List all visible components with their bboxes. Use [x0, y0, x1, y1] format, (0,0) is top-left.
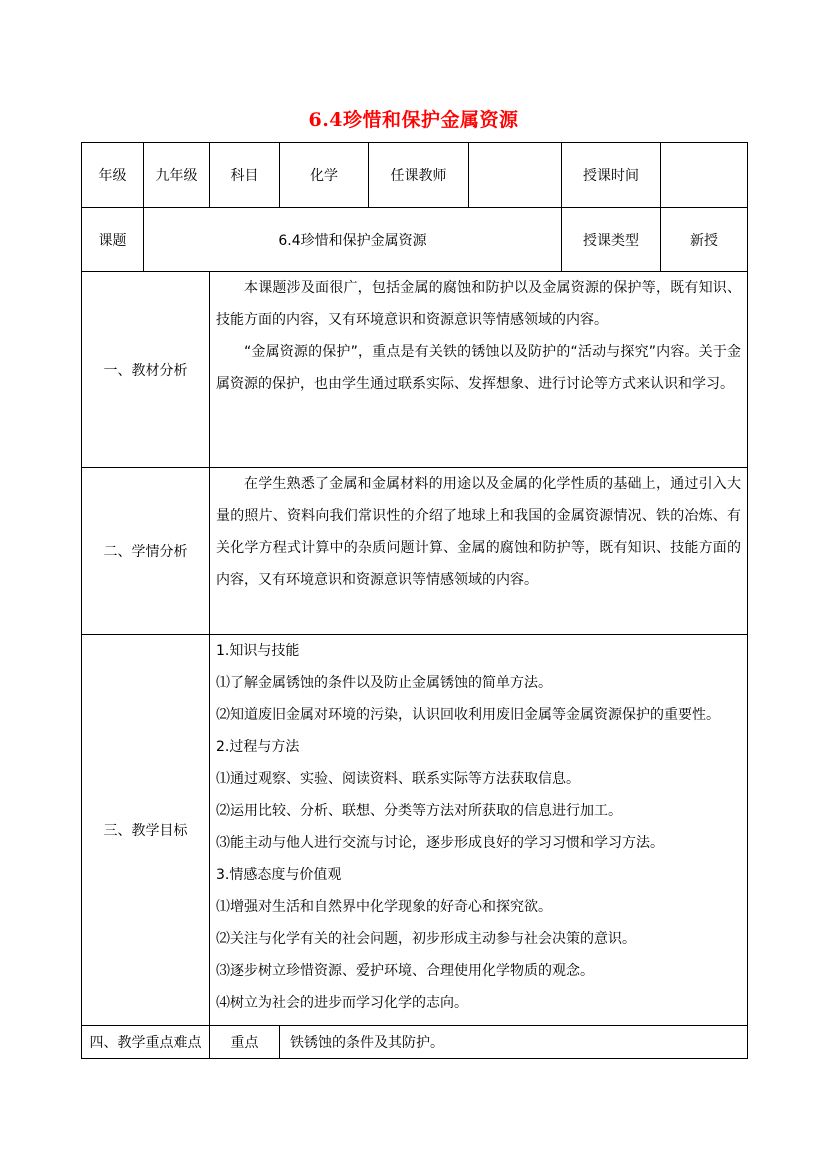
section-label: 三、教学目标 [82, 635, 210, 1026]
paragraph: 本课题涉及面很广，包括金属的腐蚀和防护以及金属资源的保护等，既有知识、技能方面的内容，又有环境意识和资源意识等情感领域的内容。 [216, 280, 741, 328]
objective-heading: 1.知识与技能 [216, 643, 300, 659]
key-point-label: 重点 [210, 1026, 280, 1059]
objective-item: ⑵运用比较、分析、联想、分类等方法对所获取的信息进行加工。 [216, 803, 622, 819]
document-title: 6.4珍惜和保护金属资源 [308, 109, 519, 131]
section-label: 二、学情分析 [82, 468, 210, 635]
objective-item: ⑴通过观察、实验、阅读资料、联系实际等方法获取信息。 [216, 771, 580, 787]
objective-item: ⑵知道废旧金属对环境的污染，认识回收利用废旧金属等金属资源保护的重要性。 [216, 707, 720, 723]
paragraph: 在学生熟悉了金属和金属材料的用途以及金属的化学性质的基础上，通过引入大量的照片、资料向我们常识性的介绍了地球上和我国的金属资源情况、铁的冶炼、有关化学方程式计算中的杂质问题计算、金属的腐蚀和防护等，既有知识、技能方面的内容，又有环境意识和资源意识等情感领域的内容。 [216, 476, 741, 588]
objective-heading: 3.情感态度与价值观 [216, 867, 342, 883]
grade-value: 九年级 [144, 143, 210, 208]
section-label: 一、教材分析 [82, 272, 210, 468]
teacher-value [469, 143, 562, 208]
objective-item: ⑷树立为社会的进步而学习化学的志向。 [216, 995, 468, 1011]
type-label: 授课类型 [562, 208, 661, 272]
section-content [210, 468, 748, 635]
time-value [661, 143, 748, 208]
section-content [210, 272, 748, 468]
section-textbook-analysis [82, 272, 748, 468]
teacher-label: 任课教师 [369, 143, 469, 208]
lesson-plan-table [81, 142, 748, 1059]
subject-label: 科目 [210, 143, 280, 208]
topic-label: 课题 [82, 208, 144, 272]
objective-heading: 2.过程与方法 [216, 739, 300, 755]
paragraph: “金属资源的保护”，重点是有关铁的锈蚀以及防护的“活动与探究”内容。关于金属资源的保护，也由学生通过联系实际、发挥想象、进行讨论等方式来认识和学习。 [216, 344, 741, 392]
objective-item: ⑴了解金属锈蚀的条件以及防止金属锈蚀的简单方法。 [216, 675, 552, 691]
subject-value: 化学 [280, 143, 369, 208]
section-content [210, 635, 748, 1026]
section-label: 四、教学重点难点 [82, 1026, 210, 1059]
objective-item: ⑵关注与化学有关的社会问题，初步形成主动参与社会决策的意识。 [216, 931, 636, 947]
time-label: 授课时间 [562, 143, 661, 208]
objective-item: ⑴增强对生活和自然界中化学现象的好奇心和探究欲。 [216, 899, 552, 915]
grade-label: 年级 [82, 143, 144, 208]
type-value: 新授 [661, 208, 748, 272]
topic-value: 6.4珍惜和保护金属资源 [144, 208, 562, 272]
section-teaching-objectives [82, 635, 748, 1026]
section-key-points [82, 1026, 748, 1059]
section-student-analysis [82, 468, 748, 635]
header-row [82, 143, 748, 208]
objective-item: ⑶逐步树立珍惜资源、爱护环境、合理使用化学物质的观念。 [216, 963, 594, 979]
key-point-content: 铁锈蚀的条件及其防护。 [280, 1026, 748, 1059]
topic-row [82, 208, 748, 272]
objective-item: ⑶能主动与他人进行交流与讨论，逐步形成良好的学习习惯和学习方法。 [216, 835, 664, 851]
